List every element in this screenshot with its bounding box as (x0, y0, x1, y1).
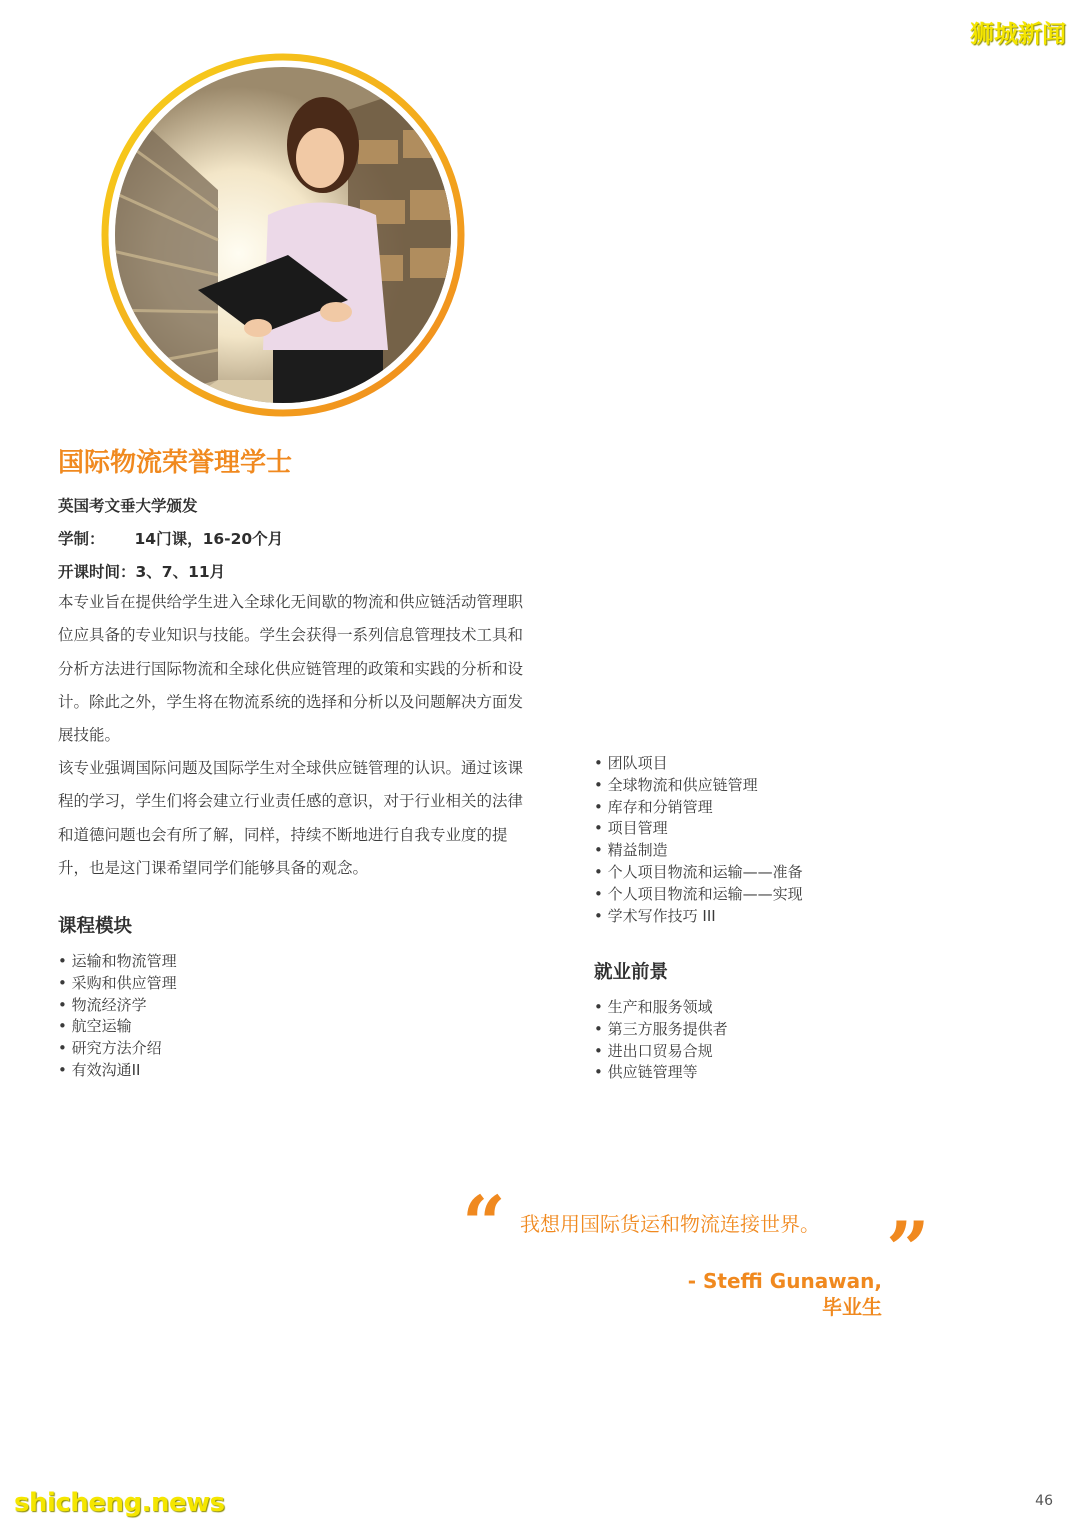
modules-list-right (594, 753, 803, 927)
open-quote-icon: “ (462, 1179, 506, 1268)
list-item: • 项目管理 (594, 818, 803, 840)
list-item: • 精益制造 (594, 840, 803, 862)
modules-list-left (58, 951, 177, 1082)
modules-heading: 课程模块 (58, 916, 133, 937)
list-item: • 采购和供应管理 (58, 973, 177, 995)
list-item: • 全球物流和供应链管理 (594, 775, 803, 797)
careers-heading: 就业前景 (594, 962, 669, 983)
page-number: 46 (1035, 1493, 1053, 1509)
list-item: • 进出口贸易合规 (594, 1041, 728, 1063)
testimonial-attribution (688, 1268, 882, 1320)
list-item: • 团队项目 (594, 753, 803, 775)
close-quote-icon: ” (886, 1205, 930, 1294)
student-reading-in-warehouse-photo (98, 50, 468, 420)
list-item: • 物流经济学 (58, 995, 177, 1017)
program-focus: 该专业强调国际问题及国际学生对全球供应链管理的认识。通过该课程的学习，学生们将会建立行业责任感的意识，对于行业相关的法律和道德问题也会有所了解，同样，持续不断地进行自我专业度的提升，也是这门课希望同学们能够具备的观念。 (58, 759, 524, 877)
testimonial-name: - Steffi Gunawan, (687, 1269, 882, 1293)
duration-label: 学制： (58, 530, 105, 548)
watermark-bottom: shicheng.news (14, 1488, 225, 1518)
testimonial-role: 毕业生 (822, 1295, 882, 1319)
duration-row (58, 527, 283, 549)
list-item: • 航空运输 (58, 1016, 177, 1038)
list-item: • 库存和分销管理 (594, 797, 803, 819)
list-item: • 生产和服务领域 (594, 997, 728, 1019)
careers-list (594, 997, 728, 1084)
program-title: 国际物流荣誉理学士 (58, 448, 293, 478)
duration-value: 14门课，16-20个月 (134, 530, 284, 548)
list-item: • 第三方服务提供者 (594, 1019, 728, 1041)
list-item: • 研究方法介绍 (58, 1038, 177, 1060)
watermark-top: 狮城新闻 (970, 20, 1066, 48)
list-item: • 有效沟通II (58, 1060, 177, 1082)
program-description: 本专业旨在提供给学生进入全球化无间歇的物流和供应链活动管理职位应具备的专业知识与技能。学生会获得一系列信息管理技术工具和分析方法进行国际物流和全球化供应链管理的政策和实践的分析和设计。除此之外，学生将在物流系统的选择和分析以及问题解决方面发展技能。 (58, 593, 524, 745)
intake-months: 开课时间：3、7、11月 (58, 563, 226, 581)
list-item: • 运输和物流管理 (58, 951, 177, 973)
list-item: • 学术写作技巧 III (594, 906, 803, 928)
testimonial-quote: 我想用国际货运和物流连接世界。 (520, 1212, 820, 1236)
list-item: • 供应链管理等 (594, 1062, 728, 1084)
list-item: • 个人项目物流和运输——实现 (594, 884, 803, 906)
awarding-university: 英国考文垂大学颁发 (58, 497, 198, 515)
list-item: • 个人项目物流和运输——准备 (594, 862, 803, 884)
